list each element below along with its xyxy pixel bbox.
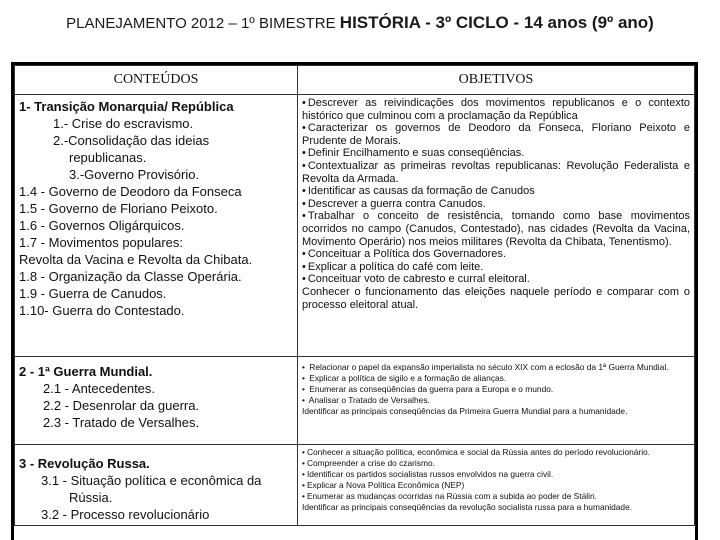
table-row xyxy=(15,445,695,526)
header-row xyxy=(15,66,695,95)
objective-item: • Descrever a guerra contra Canudos. xyxy=(302,198,690,211)
topic-item: 3.1 - Situação política e econômica da xyxy=(41,473,262,488)
objective-item: • Contextualizar as primeiras revoltas republicanas: Revolução Federalista e Revolta da Armada. xyxy=(302,160,690,185)
title-subject: HISTÓRIA - 3º CICLO - 14 anos (9º ano) xyxy=(339,13,654,32)
objective-closing: Identificar as principais conseqüências da revolução socialista russa para a humanidade. xyxy=(302,502,633,512)
objective-item: • Trabalhar o conceito de resistência, tomando como base movimentos ocorridos no campo (Canudos, Contestado), nas cidades (Revolta da Vacina, Movimento Operário) nos meios militares (Revolta da Chibata, Tenentismo). xyxy=(302,210,690,248)
objective-closing: Identificar as principais conseqüências da Primeira Guerra Mundial para a humanidade. xyxy=(302,406,628,416)
table-row xyxy=(15,95,695,357)
topic-item: republicanas. xyxy=(69,150,147,165)
objective-item: • Enumerar as conseqüências da guerra para a Europa e o mundo. xyxy=(302,384,690,395)
planning-table-frame xyxy=(11,62,698,540)
objective-item: • Relacionar o papel da expansão imperialista no século XIX com a eclosão da 1ª Guerra Mundial. xyxy=(302,362,690,373)
planning-table xyxy=(14,65,695,526)
objective-item: • Explicar a Nova Política Econômica (NEP) xyxy=(302,480,690,491)
objective-item: • Enumerar as mudanças ocorridas na Rússia com a subida ao poder de Stálin. xyxy=(302,491,690,502)
objective-item: • Conceituar voto de cabresto e curral eleitoral. xyxy=(302,273,690,286)
topic-item: 3.-Governo Provisório. xyxy=(69,167,200,182)
objectives-cell xyxy=(298,95,695,357)
page-title xyxy=(0,12,720,35)
objective-item: • Compreender a crise do czarismo. xyxy=(302,458,690,469)
topic-item: 2.1 - Antecedentes. xyxy=(43,381,156,396)
topic-item: Rússia. xyxy=(69,490,113,505)
objective-item: • Identificar as causas da formação de Canudos xyxy=(302,185,690,198)
topic-item: 3.2 - Processo revolucionário xyxy=(41,507,210,522)
table-row xyxy=(15,357,695,445)
topic-item: 1.- Crise do escravismo. xyxy=(53,116,194,131)
header-objectives: OBJETIVOS xyxy=(298,66,695,95)
objective-item: • Conhecer a situação política, econômica e social da Rússia antes do período revolucionário. xyxy=(302,447,690,458)
objective-item: • Explicar a política do café com leite. xyxy=(302,261,690,274)
topic-item: 2.-Consolidação das ideias xyxy=(53,133,210,148)
objectives-cell xyxy=(298,445,695,526)
topic-item: 1.4 - Governo de Deodoro da Fonseca xyxy=(19,184,242,199)
contents-cell xyxy=(15,95,298,357)
topic-heading: 3 - Revolução Russa. xyxy=(19,456,150,471)
topic-item: 1.7 - Movimentos populares: xyxy=(19,235,184,250)
objective-closing: Conhecer o funcionamento das eleições naquele período e comparar com o processo eleitoral atual. xyxy=(302,285,690,311)
topic-item: 1.6 - Governos Oligárquicos. xyxy=(19,218,185,233)
topic-heading: 1- Transição Monarquia/ República xyxy=(19,99,234,114)
topic-heading: 2 - 1ª Guerra Mundial. xyxy=(19,364,153,379)
topic-item: 1.8 - Organização da Classe Operária. xyxy=(19,269,242,284)
topic-item: 2.3 - Tratado de Versalhes. xyxy=(43,415,200,430)
objective-item: • Analisar o Tratado de Versalhes. xyxy=(302,395,690,406)
title-plan: PLANEJAMENTO 2012 – 1º BIMESTRE xyxy=(66,15,340,32)
objective-item: • Descrever as reivindicações dos movimentos republicanos e o contexto histórico que culminou com a proclamação da República xyxy=(302,97,690,122)
topic-item: 2.2 - Desenrolar da guerra. xyxy=(43,398,200,413)
objective-item: • Conceituar a Política dos Governadores. xyxy=(302,248,690,261)
objective-item: • Caracterizar os governos de Deodoro da Fonseca, Floriano Peixoto e Prudente de Morais. xyxy=(302,122,690,147)
objective-item: • Definir Encilhamento e suas conseqüências. xyxy=(302,147,690,160)
contents-cell xyxy=(15,357,298,445)
objective-item: • Explicar a política de sigilo e a formação de alianças. xyxy=(302,373,690,384)
contents-cell xyxy=(15,445,298,526)
topic-item: 1.9 - Guerra de Canudos. xyxy=(19,286,167,301)
topic-item: Revolta da Vacina e Revolta da Chibata. xyxy=(19,252,253,267)
objective-item: • Identificar os partidos socialistas russos envolvidos na guerra civil. xyxy=(302,469,690,480)
topic-item: 1.10- Guerra do Contestado. xyxy=(19,303,185,318)
topic-item: 1.5 - Governo de Floriano Peixoto. xyxy=(19,201,218,216)
objectives-cell xyxy=(298,357,695,445)
header-contents: CONTEÚDOS xyxy=(15,66,298,95)
